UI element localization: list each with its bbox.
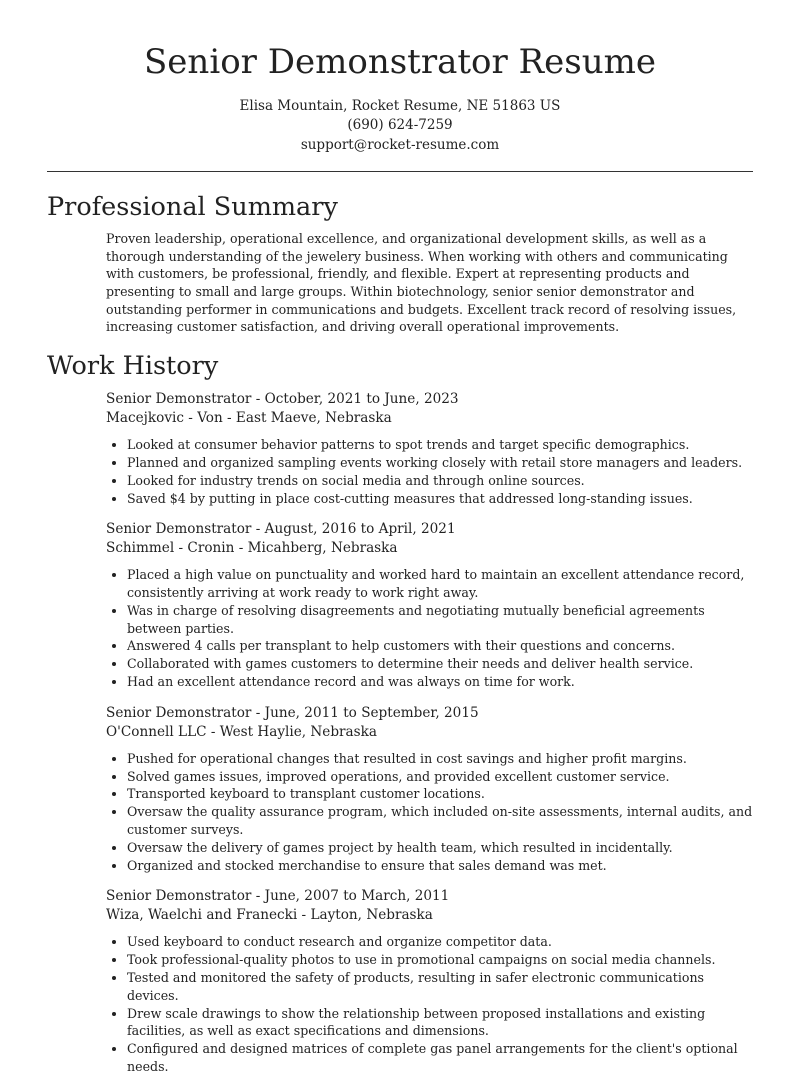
section-heading-work-history: Work History: [47, 351, 219, 382]
job-bullet: • Pushed for operational changes that resulted in cost savings and higher profit margins.: [127, 750, 755, 768]
contact-phone: (690) 624-7259: [347, 117, 453, 134]
job-bullet: • Took professional-quality photos to use in promotional campaigns on social media channels.: [127, 951, 755, 969]
summary-text: Proven leadership, operational excellence, and organizational development skills, as well as a thorough understanding of the jewelery business. When working with others and communicating with customers, be professional, friendly, and flexible. Expert at representing products and presenting to small and large groups. Within biotechnology, senior senior demonstrator and outstanding performer in communications and budgets. Excellent track record of resolving issues, increasing customer satisfaction, and driving overall operational improvements.: [106, 230, 737, 335]
job-bullet: • Saved $4 by putting in place cost-cutting measures that addressed long-standing issues.: [127, 490, 755, 508]
job-bullet: • Drew scale drawings to show the relationship between proposed installations and existing facilities, as well as exact specifications and dimensions.: [127, 1005, 755, 1041]
job-bullet: • Had an excellent attendance record and was always on time for work.: [127, 673, 755, 691]
job-company-line: Schimmel - Cronin - Micahberg, Nebraska: [106, 540, 398, 557]
job-entry: [106, 390, 755, 507]
job-bullet: • Answered 4 calls per transplant to help customers with their questions and concerns.: [127, 637, 755, 655]
job-bullet-list: [106, 933, 755, 1075]
job-company-line: Macejkovic - Von - East Maeve, Nebraska: [106, 410, 392, 427]
job-bullet: • Oversaw the delivery of games project by health team, which resulted in incidentally.: [127, 839, 755, 857]
resume-title: Senior Demonstrator Resume: [144, 42, 656, 82]
job-bullet: • Organized and stocked merchandise to ensure that sales demand was met.: [127, 857, 755, 875]
job-bullet-list: [106, 436, 755, 507]
job-title-line: Senior Demonstrator - June, 2011 to September, 2015: [106, 704, 479, 721]
job-bullet: • Configured and designed matrices of complete gas panel arrangements for the client's optional needs.: [127, 1040, 755, 1076]
job-company-line: O'Connell LLC - West Haylie, Nebraska: [106, 723, 377, 740]
job-bullet: • Planned and organized sampling events working closely with retail store managers and leaders.: [127, 454, 755, 472]
resume-header: [0, 0, 800, 155]
contact-email: support@rocket-resume.com: [300, 136, 500, 153]
job-title-line: Senior Demonstrator - June, 2007 to March, 2011: [106, 888, 450, 905]
contact-block: [0, 97, 800, 155]
job-bullet: • Looked at consumer behavior patterns to spot trends and target specific demographics.: [127, 436, 755, 454]
work-history-list: [0, 390, 800, 1076]
header-divider: [47, 171, 753, 172]
job-bullet-list: [106, 750, 755, 875]
job-entry: [106, 520, 755, 691]
job-bullet-list: [106, 566, 755, 691]
job-bullet: • Looked for industry trends on social media and through online sources.: [127, 472, 755, 490]
job-bullet: • Oversaw the quality assurance program, which included on-site assessments, internal audits, and customer surveys.: [127, 803, 755, 839]
job-bullet: • Was in charge of resolving disagreements and negotiating mutually beneficial agreements between parties.: [127, 602, 755, 638]
job-entry: [106, 887, 755, 1075]
job-bullet: • Collaborated with games customers to determine their needs and deliver health service.: [127, 655, 755, 673]
job-entry: [106, 704, 755, 875]
job-bullet: • Tested and monitored the safety of products, resulting in safer electronic communications devices.: [127, 969, 755, 1005]
job-bullet: • Transported keyboard to transplant customer locations.: [127, 785, 755, 803]
job-bullet: • Placed a high value on punctuality and worked hard to maintain an excellent attendance record, consistently arriving at work ready to work right away.: [127, 566, 755, 602]
contact-address: Elisa Mountain, Rocket Resume, NE 51863 US: [239, 98, 561, 114]
job-title-line: Senior Demonstrator - October, 2021 to June, 2023: [106, 391, 459, 408]
job-bullet: • Solved games issues, improved operations, and provided excellent customer service.: [127, 768, 755, 786]
job-title-line: Senior Demonstrator - August, 2016 to April, 2021: [106, 521, 456, 538]
section-heading-summary: Professional Summary: [47, 191, 338, 222]
job-company-line: Wiza, Waelchi and Franecki - Layton, Nebraska: [106, 907, 433, 924]
job-bullet: • Used keyboard to conduct research and organize competitor data.: [127, 933, 755, 951]
